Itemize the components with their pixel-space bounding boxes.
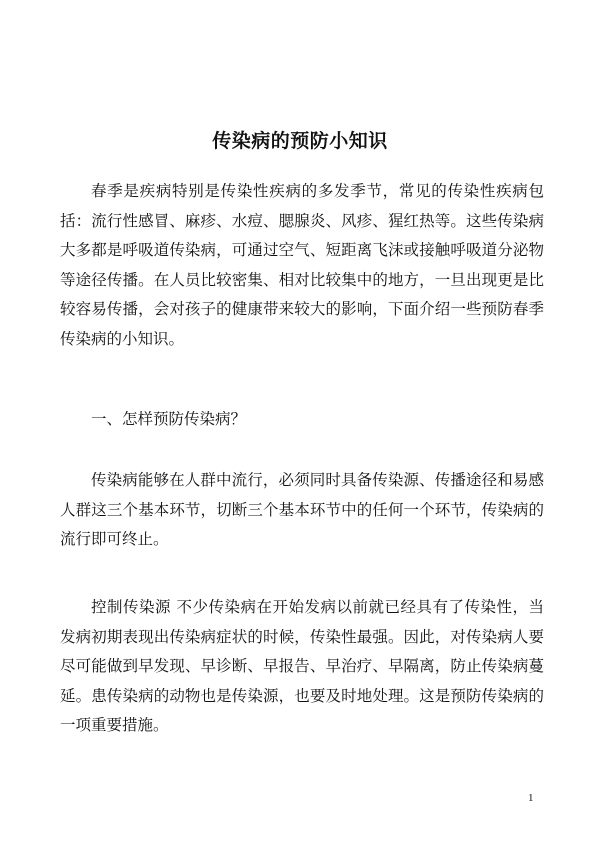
paragraph-control-source: 控制传染源 不少传染病在开始发病以前就已经具有了传染性，当发病初期表现出传染病症状的时候，传染性最强。因此，对传染病人要尽可能做到早发现、早诊断、早报告、早治疗、早隔离，防止传染病蔓延。患传染病的动物也是传染源，也要及时地处理。这是预防传染病的一项重要措施。 <box>60 598 544 734</box>
document-title: 传染病的预防小知识 <box>212 130 388 152</box>
paragraph-intro: 春季是疾病特别是传染性疾病的多发季节，常见的传染性疾病包括：流行性感冒、麻疹、水痘、腮腺炎、风疹、猩红热等。这些传染病大多都是呼吸道传染病，可通过空气、短距离飞沫或接触呼吸道分泌物等途径传播。在人员比较密集、相对比较集中的地方，一旦出现更是比较容易传播，会对孩子的健康带来较大的影响，下面介绍一些预防春季传染病的小知识。 <box>60 182 544 348</box>
page-number: 1 <box>528 792 534 804</box>
paragraph-transmission: 传染病能够在人群中流行，必须同时具备传染源、传播途径和易感人群这三个基本环节，切断三个基本环节中的任何一个环节，传染病的流行即可终止。 <box>60 471 544 548</box>
section-heading: 一、怎样预防传染病？ <box>91 410 247 428</box>
